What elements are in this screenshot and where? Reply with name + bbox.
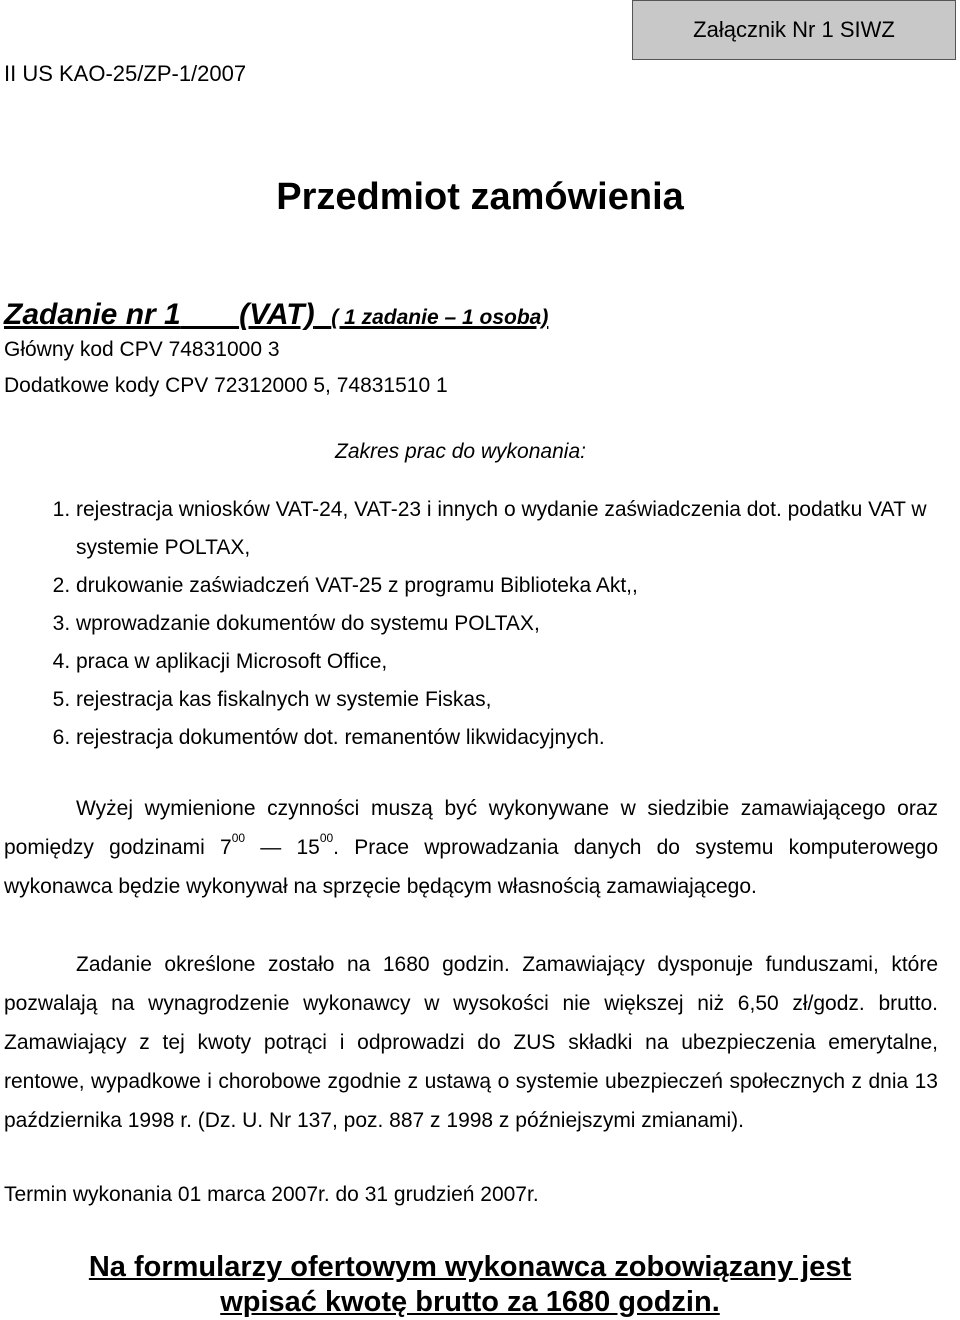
working-hours-paragraph: [4, 789, 938, 906]
hour-superscript: 00: [319, 831, 334, 845]
list-item: 2. drukowanie zaświadczeń VAT-25 z programu Biblioteka Akt,,: [76, 567, 960, 605]
list-item: 6. rejestracja dokumentów dot. remanentów likwidacyjnych.: [76, 719, 960, 757]
completion-term: Termin wykonania 01 marca 2007r. do 31 grudzień 2007r.: [4, 1183, 539, 1206]
annex-label: Załącznik Nr 1 SIWZ: [693, 17, 895, 42]
bid-notice: [0, 1250, 940, 1320]
task-heading: [4, 298, 548, 332]
bid-notice-line: Na formularzy ofertowym wykonawca zobowiązany jest: [88, 1251, 852, 1283]
bid-notice-line: wpisać kwotę brutto za 1680 godzin.: [220, 1286, 720, 1318]
hour-superscript: 00: [231, 831, 246, 845]
duties-list: [38, 491, 960, 757]
list-item: 4. praca w aplikacji Microsoft Office,: [76, 643, 960, 681]
cpv-main-code: Główny kod CPV 74831000 3: [4, 338, 280, 361]
case-number: II US KAO-25/ZP-1/2007: [4, 61, 247, 86]
annex-label-box: [632, 0, 956, 60]
list-item: 1. rejestracja wniosków VAT-24, VAT-23 i innych o wydanie zaświadczenia dot. podatku VAT w systemie POLTAX,: [76, 491, 960, 567]
list-item: 3. wprowadzanie dokumentów do systemu POLTAX,: [76, 605, 960, 643]
cpv-additional-codes: Dodatkowe kody CPV 72312000 5, 74831510 1: [4, 374, 448, 397]
hour-range: — 15: [245, 836, 320, 859]
list-item: 5. rejestracja kas fiskalnych w systemie Fiskas,: [76, 681, 960, 719]
scope-heading: Zakres prac do wykonania:: [335, 440, 586, 463]
page-title: Przedmiot zamówienia: [276, 176, 684, 218]
task-note: ( 1 zadanie – 1 osoba): [331, 306, 549, 329]
task-tag: (VAT): [239, 298, 315, 331]
paragraph-text: Wyżej wymienione czynności muszą być wykonywane w siedzibie zamawiającego oraz pomiędzy godzinami 7: [4, 797, 938, 859]
budget-paragraph: Zadanie określone zostało na 1680 godzin. Zamawiający dysponuje funduszami, które pozwalają na wynagrodzenie wykonawcy w wysokości nie większej niż 6,50 zł/godz. brutto. Zamawiający z tej kwoty potrąci i odprowadzi do ZUS składki na ubezpieczenia emerytalne, rentowe, wypadkowe i chorobowe zgodnie z ustawą o systemie ubezpieczeń społecznych z dnia 13 października 1998 r. (Dz. U. Nr 137, poz. 887 z 1998 z późniejszymi zmianami).: [4, 953, 938, 1132]
paragraph-text: . Prace wprowadzania danych do systemu komputerowego wykonawca będzie wykonywał na sprzęcie będącym własnością zamawiającego.: [4, 836, 938, 898]
task-name: Zadanie nr 1: [4, 298, 181, 331]
